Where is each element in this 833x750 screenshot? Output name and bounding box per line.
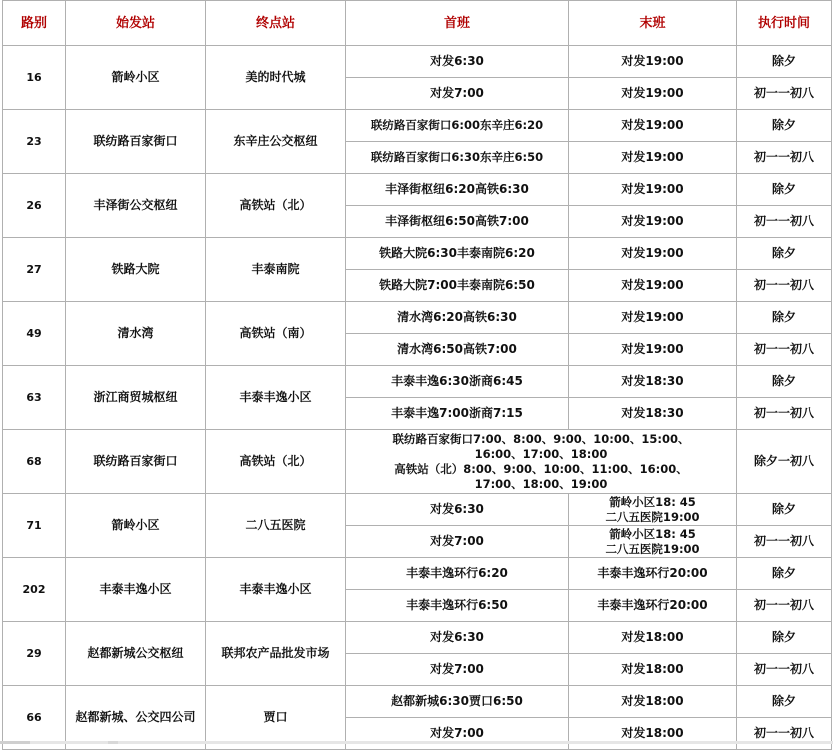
period: 除夕 xyxy=(737,686,832,718)
start-station: 箭岭小区 xyxy=(66,494,206,558)
period: 除夕 xyxy=(737,366,832,398)
last-bus-line-2: 二八五医院19:00 xyxy=(605,509,700,524)
last-bus: 对发19:00 xyxy=(569,334,737,366)
route-number: 66 xyxy=(3,686,66,750)
period: 初一一初八 xyxy=(737,270,832,302)
route-number: 23 xyxy=(3,110,66,174)
end-station: 高铁站（南） xyxy=(206,302,346,366)
last-bus: 对发18:00 xyxy=(569,654,737,686)
last-bus: 对发19:00 xyxy=(569,302,737,334)
route-number: 202 xyxy=(3,558,66,622)
table-row xyxy=(3,494,832,526)
period: 初一一初八 xyxy=(737,398,832,430)
first-bus: 对发6:30 xyxy=(346,46,569,78)
start-station: 赵都新城、公交四公司 xyxy=(66,686,206,750)
period: 初一一初八 xyxy=(737,526,832,558)
last-bus: 丰泰丰逸环行20:00 xyxy=(569,590,737,622)
table-row xyxy=(3,622,832,654)
first-bus: 对发7:00 xyxy=(346,78,569,110)
first-bus: 对发7:00 xyxy=(346,718,569,750)
last-bus: 对发19:00 xyxy=(569,110,737,142)
route-number: 49 xyxy=(3,302,66,366)
first-bus: 联纺路百家街口6:30东辛庄6:50 xyxy=(346,142,569,174)
start-station: 联纺路百家街口 xyxy=(66,110,206,174)
period: 初一一初八 xyxy=(737,718,832,750)
last-bus: 丰泰丰逸环行20:00 xyxy=(569,558,737,590)
last-bus: 对发19:00 xyxy=(569,174,737,206)
first-bus: 清水湾6:20高铁6:30 xyxy=(346,302,569,334)
start-station: 赵都新城公交枢纽 xyxy=(66,622,206,686)
end-station: 美的时代城 xyxy=(206,46,346,110)
first-bus: 铁路大院7:00丰泰南院6:50 xyxy=(346,270,569,302)
last-bus: 对发19:00 xyxy=(569,206,737,238)
last-bus: 对发18:30 xyxy=(569,398,737,430)
first-bus: 联纺路百家街口6:00东辛庄6:20 xyxy=(346,110,569,142)
table-row xyxy=(3,238,832,270)
start-station: 丰泽街公交枢纽 xyxy=(66,174,206,238)
start-station: 箭岭小区 xyxy=(66,46,206,110)
last-bus xyxy=(569,494,737,526)
route-number: 26 xyxy=(3,174,66,238)
last-bus: 对发18:00 xyxy=(569,686,737,718)
start-station: 浙江商贸城枢纽 xyxy=(66,366,206,430)
start-station: 清水湾 xyxy=(66,302,206,366)
first-bus: 丰泰丰逸环行6:20 xyxy=(346,558,569,590)
first-bus: 丰泰丰逸6:30浙商6:45 xyxy=(346,366,569,398)
route-number: 27 xyxy=(3,238,66,302)
end-station: 高铁站（北） xyxy=(206,430,346,494)
header-row xyxy=(3,1,832,46)
route-number: 29 xyxy=(3,622,66,686)
first-bus: 清水湾6:50高铁7:00 xyxy=(346,334,569,366)
end-station: 丰泰丰逸小区 xyxy=(206,558,346,622)
end-station: 东辛庄公交枢纽 xyxy=(206,110,346,174)
table-row xyxy=(3,46,832,78)
period: 初一一初八 xyxy=(737,206,832,238)
route-number: 16 xyxy=(3,46,66,110)
table-row xyxy=(3,366,832,398)
last-bus: 对发19:00 xyxy=(569,270,737,302)
period: 除夕 xyxy=(737,46,832,78)
last-bus: 对发18:00 xyxy=(569,622,737,654)
period: 初一一初八 xyxy=(737,142,832,174)
first-bus-line-2: 高铁站（北）8:00、9:00、10:00、11:00、16:00、17:00、18:00、19:00 xyxy=(394,461,688,491)
first-bus-multi xyxy=(346,430,737,494)
first-bus-line-1: 联纺路百家街口7:00、8:00、9:00、10:00、15:00、16:00、17:00、18:00 xyxy=(392,431,690,461)
first-bus: 丰泰丰逸环行6:50 xyxy=(346,590,569,622)
period: 初一一初八 xyxy=(737,590,832,622)
last-bus xyxy=(569,526,737,558)
end-station: 丰泰丰逸小区 xyxy=(206,366,346,430)
header-end: 终点站 xyxy=(206,1,346,46)
first-bus: 丰泰丰逸7:00浙商7:15 xyxy=(346,398,569,430)
start-station: 丰泰丰逸小区 xyxy=(66,558,206,622)
period: 除夕 xyxy=(737,302,832,334)
period: 除夕 xyxy=(737,110,832,142)
table-row xyxy=(3,174,832,206)
end-station: 二八五医院 xyxy=(206,494,346,558)
first-bus: 赵都新城6:30贾口6:50 xyxy=(346,686,569,718)
period: 初一一初八 xyxy=(737,78,832,110)
first-bus: 铁路大院6:30丰泰南院6:20 xyxy=(346,238,569,270)
first-bus: 对发6:30 xyxy=(346,622,569,654)
last-bus: 对发18:00 xyxy=(569,718,737,750)
last-bus: 对发19:00 xyxy=(569,78,737,110)
period: 初一一初八 xyxy=(737,654,832,686)
first-bus: 对发7:00 xyxy=(346,654,569,686)
route-number: 68 xyxy=(3,430,66,494)
first-bus: 对发7:00 xyxy=(346,526,569,558)
header-last: 末班 xyxy=(569,1,737,46)
route-number: 63 xyxy=(3,366,66,430)
header-start: 始发站 xyxy=(66,1,206,46)
period: 除夕一初八 xyxy=(737,430,832,494)
last-bus: 对发19:00 xyxy=(569,46,737,78)
start-station: 联纺路百家街口 xyxy=(66,430,206,494)
last-bus-line-1: 箭岭小区18: 45 xyxy=(609,494,696,509)
period: 除夕 xyxy=(737,494,832,526)
last-bus: 对发18:30 xyxy=(569,366,737,398)
last-bus-line-2: 二八五医院19:00 xyxy=(605,541,700,556)
table-row xyxy=(3,686,832,718)
first-bus: 对发6:30 xyxy=(346,494,569,526)
start-station: 铁路大院 xyxy=(66,238,206,302)
table-row xyxy=(3,110,832,142)
period: 除夕 xyxy=(737,238,832,270)
period: 除夕 xyxy=(737,174,832,206)
first-bus: 丰泽街枢纽6:20高铁6:30 xyxy=(346,174,569,206)
end-station: 高铁站（北） xyxy=(206,174,346,238)
bus-schedule-table xyxy=(2,0,832,750)
last-bus-line-1: 箭岭小区18: 45 xyxy=(609,526,696,541)
route-number: 71 xyxy=(3,494,66,558)
table-row xyxy=(3,302,832,334)
period: 除夕 xyxy=(737,558,832,590)
end-station: 贾口 xyxy=(206,686,346,750)
end-station: 丰泰南院 xyxy=(206,238,346,302)
first-bus: 丰泽街枢纽6:50高铁7:00 xyxy=(346,206,569,238)
header-first: 首班 xyxy=(346,1,569,46)
end-station: 联邦农产品批发市场 xyxy=(206,622,346,686)
header-route: 路别 xyxy=(3,1,66,46)
table-row xyxy=(3,558,832,590)
period: 初一一初八 xyxy=(737,334,832,366)
last-bus: 对发19:00 xyxy=(569,142,737,174)
header-period: 执行时间 xyxy=(737,1,832,46)
period: 除夕 xyxy=(737,622,832,654)
last-bus: 对发19:00 xyxy=(569,238,737,270)
table-row xyxy=(3,430,832,494)
